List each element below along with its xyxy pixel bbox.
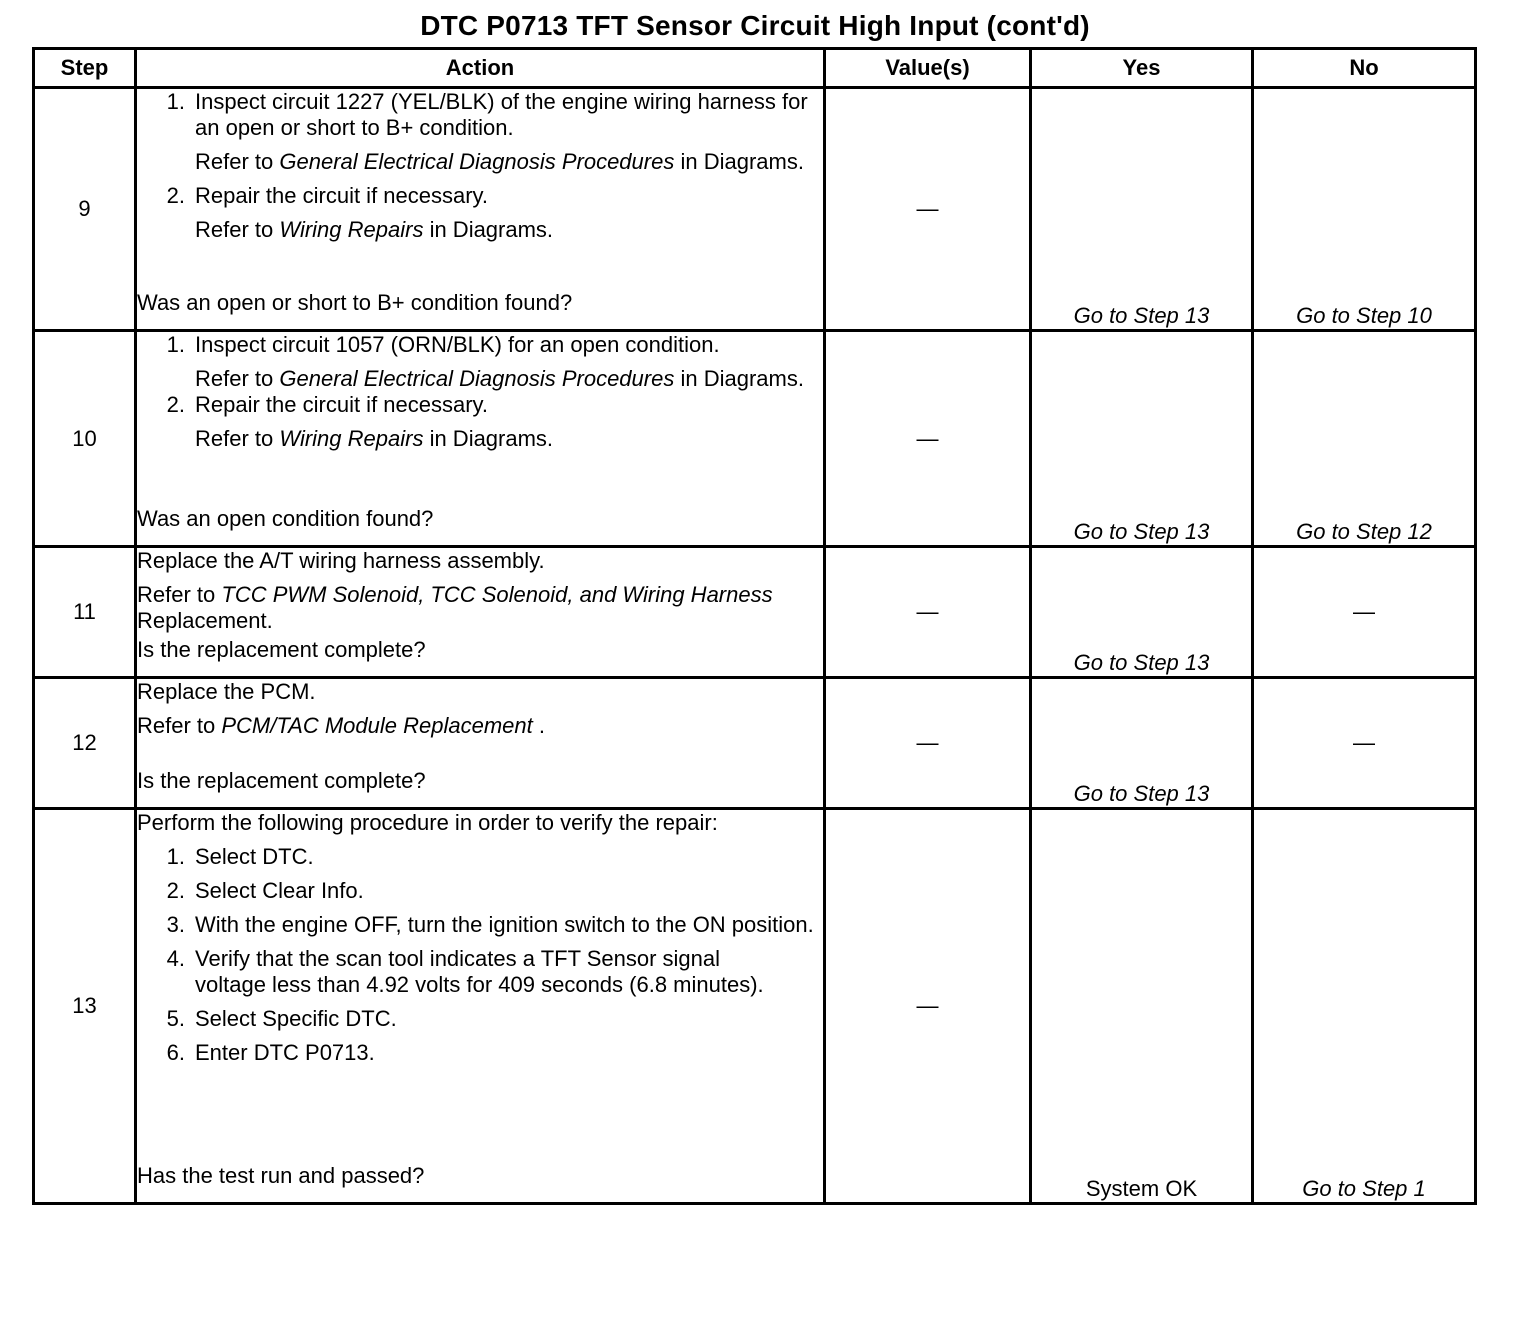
intro-text: Replace the PCM. <box>137 679 316 704</box>
header-step: Step <box>34 49 136 88</box>
header-action: Action <box>136 49 825 88</box>
table-row <box>34 88 1476 331</box>
action-cell <box>136 809 825 1204</box>
question-text: Has the test run and passed? <box>137 1163 425 1188</box>
no-cell: Go to Step 10 <box>1253 88 1476 331</box>
item-text: Verify that the scan tool indicates a TFT Sensor signal voltage less than 4.92 volts for 409 seconds (6.8 minutes). <box>195 946 764 997</box>
value-cell: — <box>825 547 1031 678</box>
step-number: 10 <box>34 331 136 547</box>
no-cell: Go to Step 12 <box>1253 331 1476 547</box>
item-text: Repair the circuit if necessary. <box>195 392 489 417</box>
step-number: 9 <box>34 88 136 331</box>
item-number: 1. <box>166 89 185 114</box>
question-text: Is the replacement complete? <box>137 768 426 793</box>
item-text: Select Clear Info. <box>195 878 364 903</box>
item-number: 3. <box>166 912 185 937</box>
question-text: Was an open or short to B+ condition found? <box>137 290 573 315</box>
action-cell <box>136 547 825 678</box>
reference: Refer to General Electrical Diagnosis Procedures in Diagrams. <box>195 149 804 174</box>
value-cell: — <box>825 809 1031 1204</box>
item-number: 4. <box>166 946 185 971</box>
item-text: Inspect circuit 1227 (YEL/BLK) of the engine wiring harness for an open or short to B+ condition. <box>195 89 808 140</box>
header-row <box>34 49 1476 88</box>
reference: Refer to Wiring Repairs in Diagrams. <box>195 217 554 242</box>
step-number: 13 <box>34 809 136 1204</box>
yes-cell: Go to Step 13 <box>1031 547 1253 678</box>
step-number: 11 <box>34 547 136 678</box>
diagnostic-table <box>32 47 1477 1205</box>
item-number: 2. <box>166 183 185 208</box>
reference: Refer to TCC PWM Solenoid, TCC Solenoid, and Wiring Harness Replacement. <box>137 582 773 633</box>
item-number: 5. <box>166 1006 185 1031</box>
no-cell: — <box>1253 547 1476 678</box>
item-text: Select Specific DTC. <box>195 1006 397 1031</box>
item-text: Enter DTC P0713. <box>195 1040 375 1065</box>
item-number: 1. <box>166 844 185 869</box>
item-text: With the engine OFF, turn the ignition switch to the ON position. <box>195 912 814 937</box>
item-text: Inspect circuit 1057 (ORN/BLK) for an open condition. <box>195 332 720 357</box>
header-yes: Yes <box>1031 49 1253 88</box>
value-cell: — <box>825 678 1031 809</box>
no-cell: — <box>1253 678 1476 809</box>
action-cell <box>136 331 825 547</box>
yes-cell: Go to Step 13 <box>1031 331 1253 547</box>
table-row <box>34 678 1476 809</box>
item-number: 1. <box>166 332 185 357</box>
item-text: Repair the circuit if necessary. <box>195 183 489 208</box>
value-cell: — <box>825 331 1031 547</box>
reference: Refer to Wiring Repairs in Diagrams. <box>195 426 554 451</box>
yes-cell: Go to Step 13 <box>1031 88 1253 331</box>
step-number: 12 <box>34 678 136 809</box>
table-row <box>34 809 1476 1204</box>
intro-text: Perform the following procedure in order to verify the repair: <box>137 810 718 835</box>
no-cell: Go to Step 1 <box>1253 809 1476 1204</box>
page-title: DTC P0713 TFT Sensor Circuit High Input (cont'd) <box>420 10 1090 41</box>
yes-cell: System OK <box>1031 809 1253 1204</box>
header-values: Value(s) <box>825 49 1031 88</box>
action-cell <box>136 678 825 809</box>
reference: Refer to General Electrical Diagnosis Procedures in Diagrams. <box>195 366 804 391</box>
yes-cell: Go to Step 13 <box>1031 678 1253 809</box>
item-number: 6. <box>166 1040 185 1065</box>
table-row <box>34 547 1476 678</box>
question-text: Is the replacement complete? <box>137 637 426 662</box>
value-cell: — <box>825 88 1031 331</box>
item-number: 2. <box>166 392 185 417</box>
table-row <box>34 331 1476 547</box>
item-number: 2. <box>166 878 185 903</box>
question-text: Was an open condition found? <box>137 506 434 531</box>
item-text: Select DTC. <box>195 844 314 869</box>
header-no: No <box>1253 49 1476 88</box>
action-cell <box>136 88 825 331</box>
intro-text: Replace the A/T wiring harness assembly. <box>137 548 545 573</box>
reference: Refer to PCM/TAC Module Replacement . <box>137 713 545 738</box>
